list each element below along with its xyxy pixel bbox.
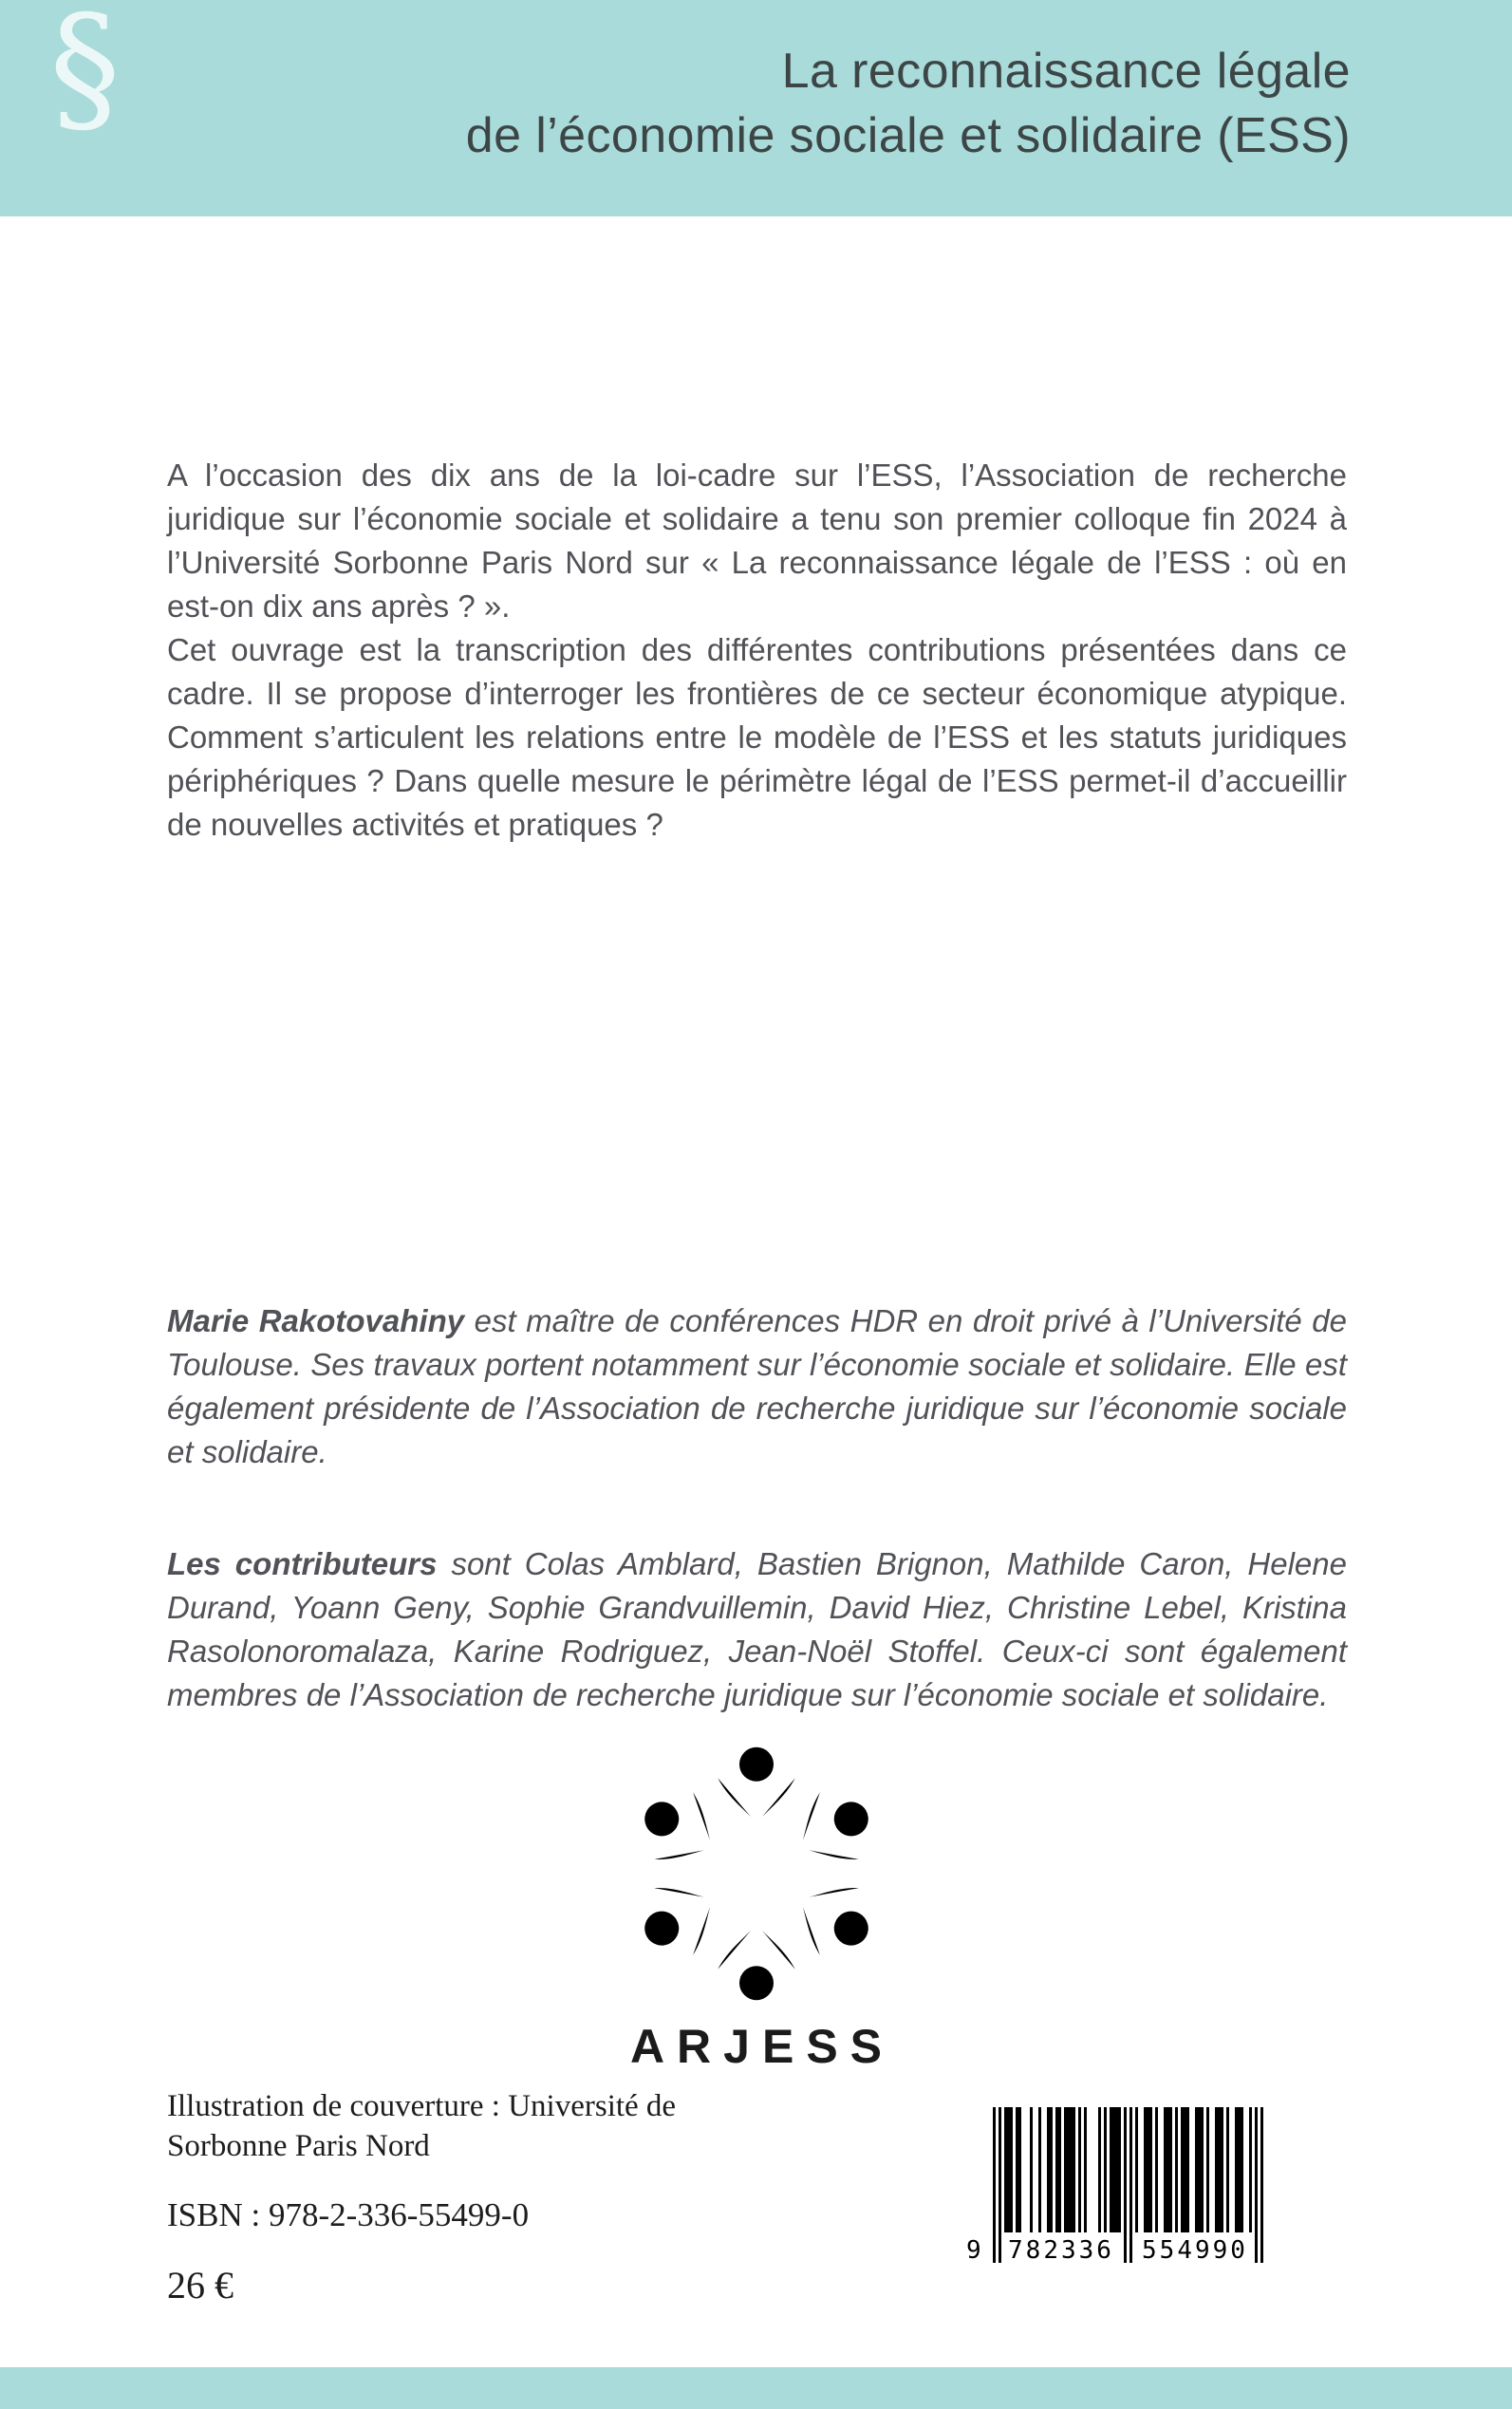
publisher-logo-block <box>0 1743 1512 2074</box>
cover-illustration-credit <box>167 2086 676 2166</box>
contributors-label: Les contributeurs <box>167 1546 438 1581</box>
section-sign-icon: § <box>49 0 121 151</box>
arjess-logo-icon <box>616 1743 897 2005</box>
book-title <box>285 40 1351 168</box>
credit-line2: Sorbonne Paris Nord <box>167 2129 430 2163</box>
bottom-band <box>0 2367 1512 2409</box>
author-bio-text: est maître de conférences HDR en droit privé à l’Université de Toulouse. Ses travaux portent notamment sur l’économie sociale et solidaire. Elle est également présidente de l’Association de recherche juridique sur l’économie sociale et solidaire. <box>167 1303 1347 1469</box>
barcode-digit-lead: 9 <box>966 2236 981 2265</box>
price: 26 € <box>167 2264 233 2306</box>
barcode <box>966 2107 1263 2274</box>
top-band <box>0 0 1512 216</box>
barcode-digit-group1: 782336 <box>1008 2236 1114 2265</box>
book-title-line2: de l’économie sociale et solidaire (ESS) <box>465 107 1351 163</box>
contributors-text: sont Colas Amblard, Bastien Brignon, Mathilde Caron, Helene Durand, Yoann Geny, Sophie Grandvuillemin, David Hiez, Christine Lebel, Kristina Rasolonoromalaza, Karine Rodriguez, Jean-Noël Stoffel. Ceux-ci sont également membres de l’Association de recherche juridique sur l’économie sociale et solidaire. <box>167 1546 1347 1712</box>
isbn: ISBN : 978-2-336-55499-0 <box>167 2196 530 2233</box>
author-name: Marie Rakotovahiny <box>167 1303 465 1338</box>
contributors <box>167 1542 1347 1717</box>
author-bio <box>167 1299 1347 1474</box>
barcode-digit-group2: 554990 <box>1142 2236 1248 2265</box>
synopsis <box>167 454 1347 847</box>
synopsis-paragraph-1: A l’occasion des dix ans de la loi-cadre sur l’ESS, l’Association de recherche juridique sur l’économie sociale et solidaire a tenu son premier colloque fin 2024 à l’Université Sorbonne Paris Nord sur « La reconnaissance légale de l’ESS : où en est-on dix ans après ? ». <box>167 458 1347 624</box>
publisher-name: ARJESS <box>629 2020 895 2073</box>
book-title-line1: La reconnaissance légale <box>781 44 1351 99</box>
credit-line1: Illustration de couverture : Université de <box>167 2089 677 2123</box>
synopsis-paragraph-2: Cet ouvrage est la transcription des différentes contributions présentées dans ce cadre. Il se propose d’interroger les frontières de ce secteur économique atypique. Comment s’articulent les relations entre le modèle de l’ESS et les statuts juridiques périphériques ? Dans quelle mesure le périmètre légal de l’ESS permet-il d’accueillir de nouvelles activités et pratiques ? <box>167 632 1347 842</box>
